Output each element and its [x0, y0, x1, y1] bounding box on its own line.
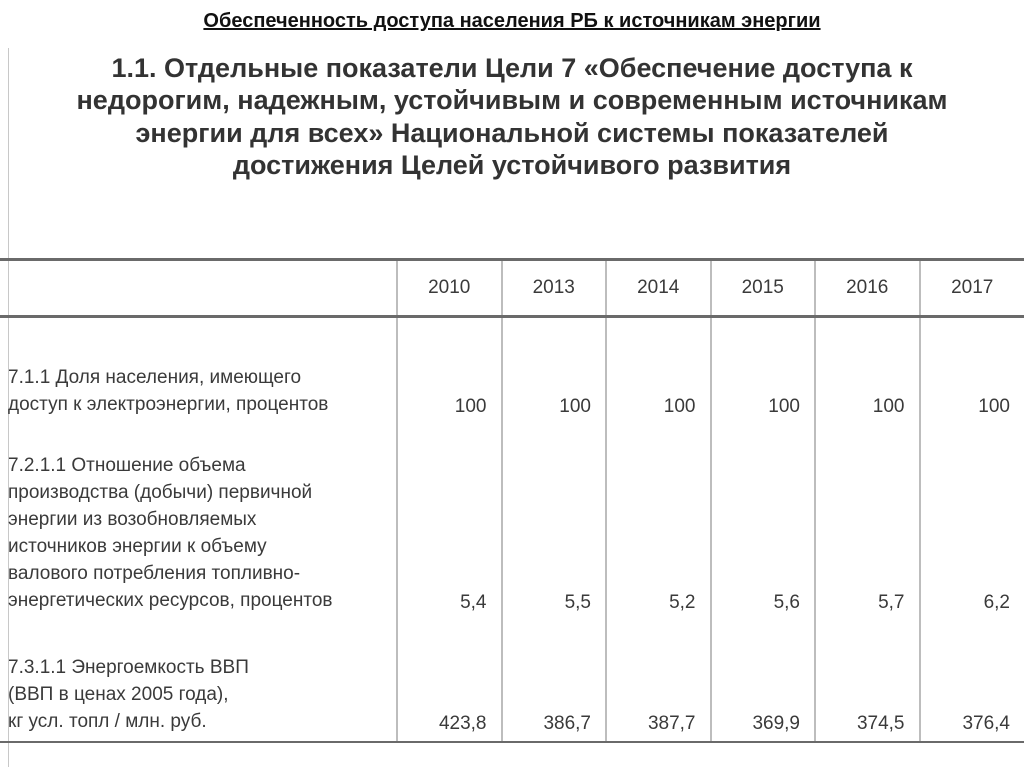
- indicator-label: [0, 317, 397, 425]
- value-cell: 100: [502, 317, 607, 425]
- label-line: кг усл. топл / млн. руб.: [8, 711, 207, 732]
- indicator-label: [0, 620, 397, 742]
- value-cell: 369,9: [711, 620, 816, 742]
- value-cell: 5,5: [502, 424, 607, 620]
- value-cell: 100: [920, 317, 1024, 425]
- label-line: (ВВП в ценах 2005 года),: [8, 684, 229, 705]
- value-cell: 374,5: [815, 620, 920, 742]
- section-heading: [40, 52, 984, 182]
- value-cell: 5,6: [711, 424, 816, 620]
- value-cell: 376,4: [920, 620, 1024, 742]
- heading-line: энергии для всех» Национальной системы показателей: [135, 117, 889, 148]
- value-cell: 423,8: [397, 620, 502, 742]
- label-line: источников энергии к объему: [8, 536, 267, 557]
- label-line: 7.2.1.1 Отношение объема: [8, 455, 246, 476]
- year-header: 2016: [815, 260, 920, 317]
- table-row: [0, 620, 1024, 742]
- year-header: 2015: [711, 260, 816, 317]
- value-cell: 5,4: [397, 424, 502, 620]
- header-label-cell: [0, 260, 397, 317]
- year-header: 2017: [920, 260, 1024, 317]
- value-cell: 100: [711, 317, 816, 425]
- label-line: валового потребления топливно-: [8, 563, 301, 584]
- year-header: 2013: [502, 260, 607, 317]
- label-line: 7.3.1.1 Энергоемкость ВВП: [8, 657, 249, 678]
- value-cell: 100: [815, 317, 920, 425]
- year-header: 2014: [606, 260, 711, 317]
- value-cell: 386,7: [502, 620, 607, 742]
- value-cell: 6,2: [920, 424, 1024, 620]
- label-line: энергии из возобновляемых: [8, 509, 257, 530]
- heading-line: недорогим, надежным, устойчивым и современным источникам: [76, 85, 948, 116]
- label-line: энергетических ресурсов, процентов: [8, 590, 333, 611]
- indicator-label: [0, 424, 397, 620]
- indicators-table: [0, 258, 1024, 743]
- table-row: [0, 317, 1024, 425]
- value-cell: 387,7: [606, 620, 711, 742]
- heading-line: 1.1. Отдельные показатели Цели 7 «Обеспечение доступа к: [111, 53, 913, 83]
- value-cell: 5,2: [606, 424, 711, 620]
- value-cell: 100: [397, 317, 502, 425]
- header-row: [0, 260, 1024, 317]
- label-line: 7.1.1 Доля населения, имеющего: [8, 367, 302, 388]
- label-line: производства (добычи) первичной: [8, 482, 313, 503]
- value-cell: 100: [606, 317, 711, 425]
- value-cell: 5,7: [815, 424, 920, 620]
- label-line: доступ к электроэнергии, процентов: [8, 394, 329, 415]
- heading-line: достижения Целей устойчивого развития: [232, 150, 792, 181]
- table-row: [0, 424, 1024, 620]
- year-header: 2010: [397, 260, 502, 317]
- page-title: Обеспеченность доступа населения РБ к источникам энергии: [203, 10, 821, 32]
